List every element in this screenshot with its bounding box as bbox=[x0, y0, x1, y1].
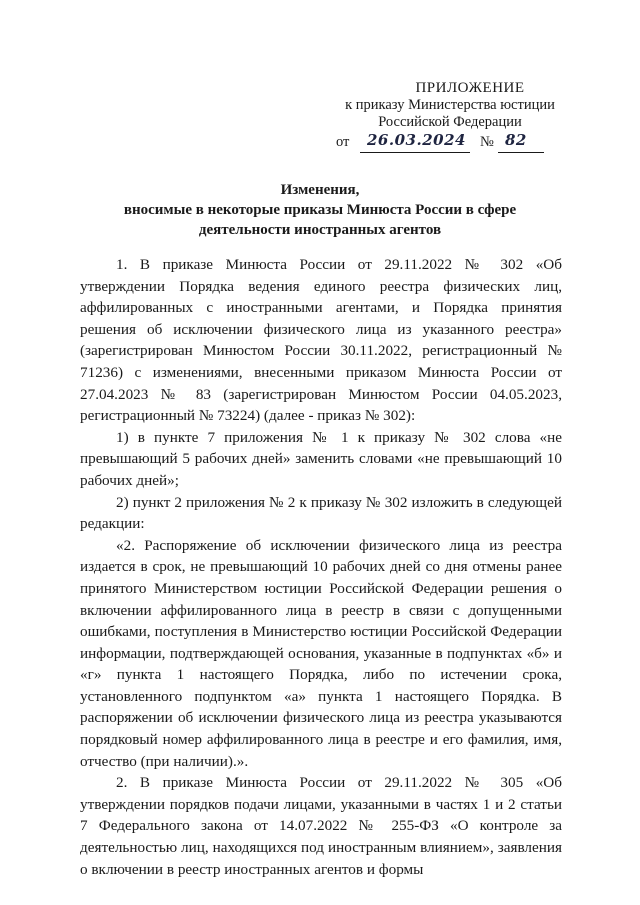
number-underline bbox=[498, 152, 544, 153]
date-prefix: от bbox=[336, 134, 350, 150]
paragraph-item-1: 1) в пункте 7 приложения № 1 к приказу № 302 слова «не превышающий 5 рабочих дней» заменить словами «не превышающий 10 рабочих дней»; bbox=[80, 428, 562, 489]
heading-line-1: Изменения, bbox=[280, 182, 360, 198]
date-underline bbox=[360, 152, 470, 153]
heading-line-2: вносимые в некоторые приказы Минюста России в сфере bbox=[123, 202, 517, 218]
document-heading bbox=[80, 180, 560, 240]
order-number-handwritten: 82 bbox=[505, 131, 527, 149]
paragraph-amendment-2: 2. В приказе Минюста России от 29.11.2022 № 305 «Об утверждении порядков подачи лицами, указанными в частях 1 и 2 статьи 7 Федерального закона от 14.07.2022 № 255-ФЗ «О контроле за деятельностью лиц, находящихся под иностранным влиянием», заявления о включении в реестр иностранных агентов и формы bbox=[80, 774, 562, 878]
paragraph-item-2: 2) пункт 2 приложения № 2 к приказу № 302 изложить в следующей редакции: bbox=[80, 493, 562, 533]
heading-line-3: деятельности иностранных агентов bbox=[198, 222, 442, 238]
number-prefix: № bbox=[480, 134, 494, 150]
document-body bbox=[80, 254, 562, 880]
paragraph-new-wording: «2. Распоряжение об исключении физического лица из реестра издается в срок, не превышающий 10 рабочих дней со дня отмены ранее принятого Министерством юстиции Российской Федерации решения о включении аффилированного лица в реестр в связи с допущенными ошибками, поступления в Министерство юстиции Российской Федерации информации, подтверждающей основания, указанные в подпунктах «б» и «г» пункта 1 настоящего Порядка, либо по истечении срока, установленного подпунктом «а» пункта 1 настоящего Порядка. В распоряжении об исключении физического лица из реестра указываются порядковый номер аффилированного лица в реестре и его фамилия, имя, отчество (при наличии).». bbox=[80, 536, 562, 770]
annex-order-reference: к приказу Министерства юстиции bbox=[345, 97, 555, 113]
paragraph-amendment-1: 1. В приказе Минюста России от 29.11.2022 № 302 «Об утверждении Порядка ведения единого реестра физических лиц, аффилированных с иностранными агентами, и Порядка принятия решения об исключении физического лица из указанного реестра» (зарегистрирован Минюстом России 30.11.2022, регистрационный № 71236) с изменениями, внесенными приказом Минюста России от 27.04.2023 № 83 (зарегистрирован Минюстом России 04.05.2023, регистрационный № 73224) (далее - приказ № 302): bbox=[80, 256, 562, 425]
annex-header bbox=[330, 80, 570, 154]
annex-title: ПРИЛОЖЕНИЕ bbox=[415, 80, 525, 96]
order-date-handwritten: 26.03.2024 bbox=[367, 131, 466, 149]
annex-ministry-name: Российской Федерации bbox=[378, 114, 522, 130]
order-date-number-line bbox=[330, 132, 570, 154]
